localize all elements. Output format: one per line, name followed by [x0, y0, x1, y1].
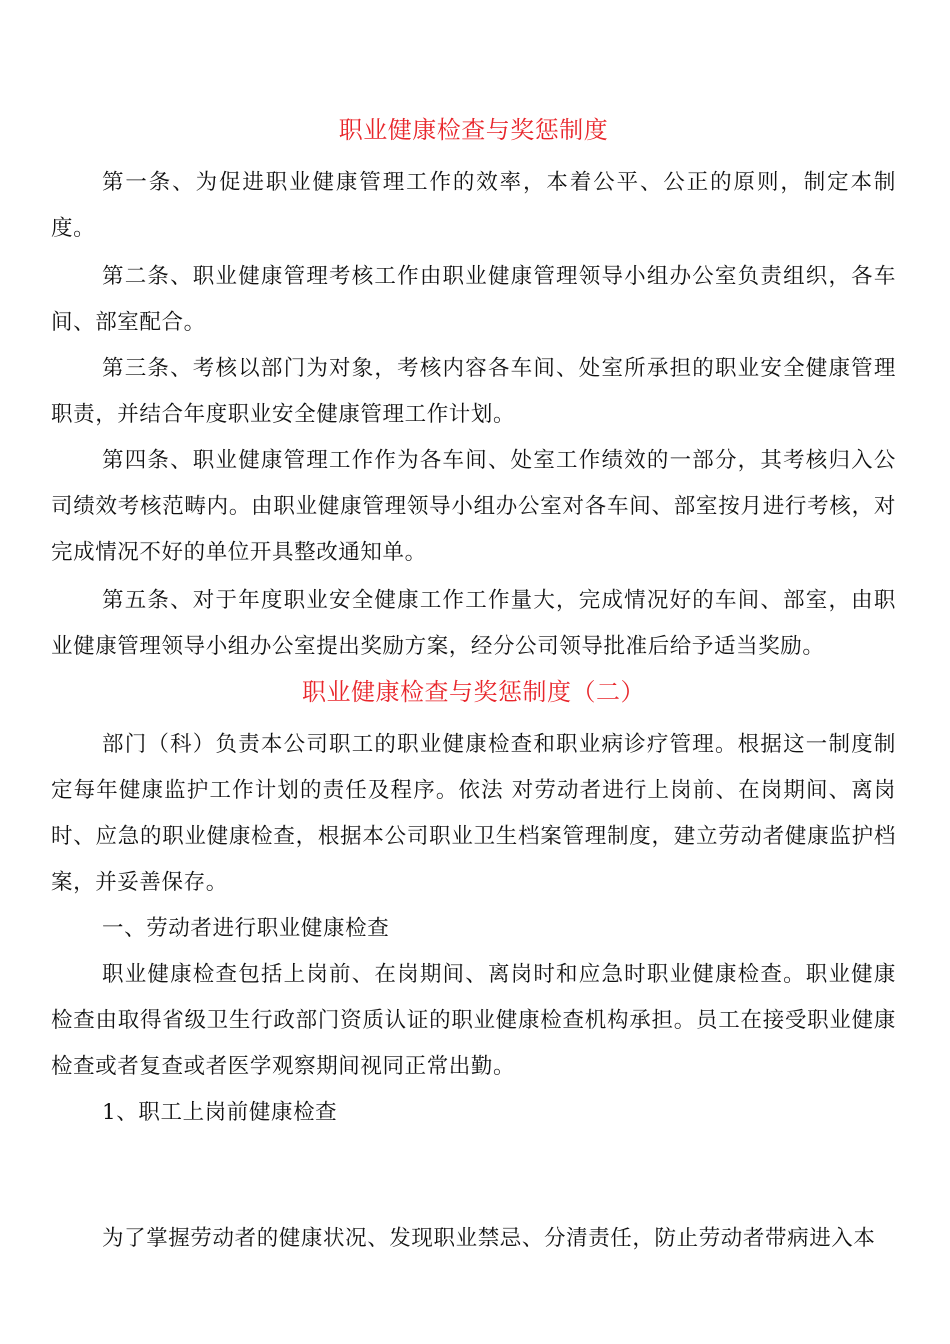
section-intro: 部门（科）负责本公司职工的职业健康检查和职业病诊疗管理。根据这一制度制定每年健康监护工作计划的责任及程序。依法 对劳动者进行上岗前、在岗期间、离岗时、应急的职业健康检查，根据本公司职业卫生档案管理制度，建立劳动者健康监护档案，并妥善保存。 — [51, 732, 896, 895]
section-title: 职业健康检查与奖惩制度（二） — [302, 678, 645, 706]
article-3: 第三条、考核以部门为对象，考核内容各车间、处室所承担的职业安全健康管理职责，并结合年度职业安全健康管理工作计划。 — [51, 356, 896, 427]
article-2: 第二条、职业健康管理考核工作由职业健康管理领导小组办公室负责组织，各车间、部室配合。 — [51, 264, 896, 335]
article-1: 第一条、为促进职业健康管理工作的效率，本着公平、公正的原则，制定本制度。 — [51, 170, 896, 241]
section-body-2: 为了掌握劳动者的健康状况、发现职业禁忌、分清责任，防止劳动者带病进入本 — [102, 1226, 876, 1251]
article-5: 第五条、对于年度职业安全健康工作工作量大，完成情况好的车间、部室，由职业健康管理领导小组办公室提出奖励方案，经分公司领导批准后给予适当奖励。 — [51, 588, 896, 659]
article-4: 第四条、职业健康管理工作作为各车间、处室工作绩效的一部分，其考核归入公司绩效考核范畴内。由职业健康管理领导小组办公室对各车间、部室按月进行考核，对完成情况不好的单位开具整改通知单。 — [51, 448, 896, 565]
section-body-1: 职业健康检查包括上岗前、在岗期间、离岗时和应急时职业健康检查。职业健康检查由取得省级卫生行政部门资质认证的职业健康检查机构承担。员工在接受职业健康检查或者复查或者医学观察期间视同正常出勤。 — [51, 962, 896, 1079]
section-heading-1: 一、劳动者进行职业健康检查 — [102, 916, 390, 941]
section-heading-2: 1、职工上岗前健康检查 — [102, 1100, 338, 1125]
document-title: 职业健康检查与奖惩制度 — [338, 116, 609, 144]
